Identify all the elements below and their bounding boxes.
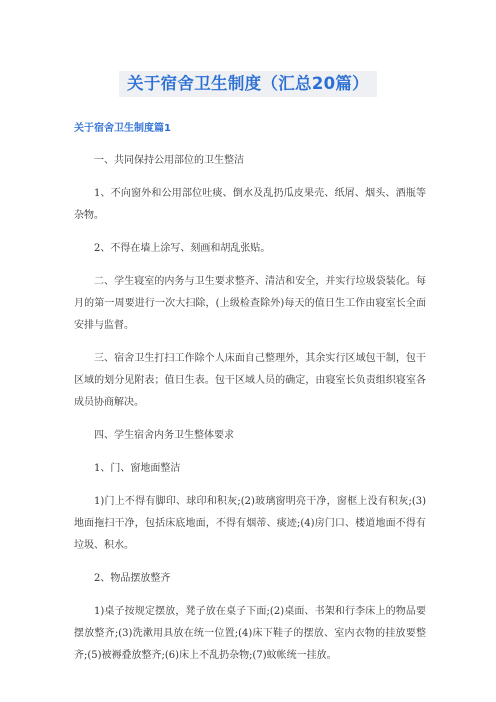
paragraph: 三、宿舍卫生打扫工作除个人床面自己整理外，其余实行区域包干制，包干区域的划分见附表；值日生表。包干区域人员的确定，由寝室长负责组织寝室各成员协商解决。 <box>74 353 426 408</box>
paragraph: 一、共同保持公用部位的卫生整洁 <box>94 155 244 166</box>
document-title-wrap <box>0 71 496 97</box>
paragraph: 2、物品摆放整齐 <box>94 573 171 584</box>
document-body <box>74 150 426 678</box>
paragraph: 1)桌子按规定摆放，凳子放在桌子下面;(2)桌面、书架和行李床上的物品要摆放整齐;(3)洗漱用具放在统一位置;(4)床下鞋子的摆放、室内衣物的挂放要整齐;(5)被褥叠放整齐;(6)床上不乱扔杂物;(7)蚊帐统一挂放。 <box>74 606 426 661</box>
paragraph: 二、学生寝室的内务与卫生要求整齐、清洁和安全，并实行垃圾袋装化。每月的第一周要进行一次大扫除，(上级检查除外)每天的值日生工作由寝室长全面安排与监督。 <box>74 276 426 331</box>
paragraph: 1)门上不得有脚印、球印和积灰;(2)玻璃窗明亮干净，窗框上没有积灰;(3)地面拖扫干净，包括床底地面，不得有烟蒂、痰迹;(4)房门口、楼道地面不得有垃圾、积水。 <box>74 496 426 551</box>
document-title: 关于宿舍卫生制度（汇总20篇） <box>119 71 377 97</box>
section-title: 关于宿舍卫生制度篇1 <box>74 123 171 134</box>
paragraph: 1、不向窗外和公用部位吐痰、倒水及乱扔瓜皮果壳、纸屑、烟头、酒瓶等杂物。 <box>74 188 426 221</box>
paragraph: 四、学生宿舍内务卫生整体要求 <box>94 430 234 441</box>
paragraph: 1、门、窗地面整洁 <box>94 463 181 474</box>
paragraph: 2、不得在墙上涂写、刻画和胡乱张贴。 <box>94 243 271 254</box>
